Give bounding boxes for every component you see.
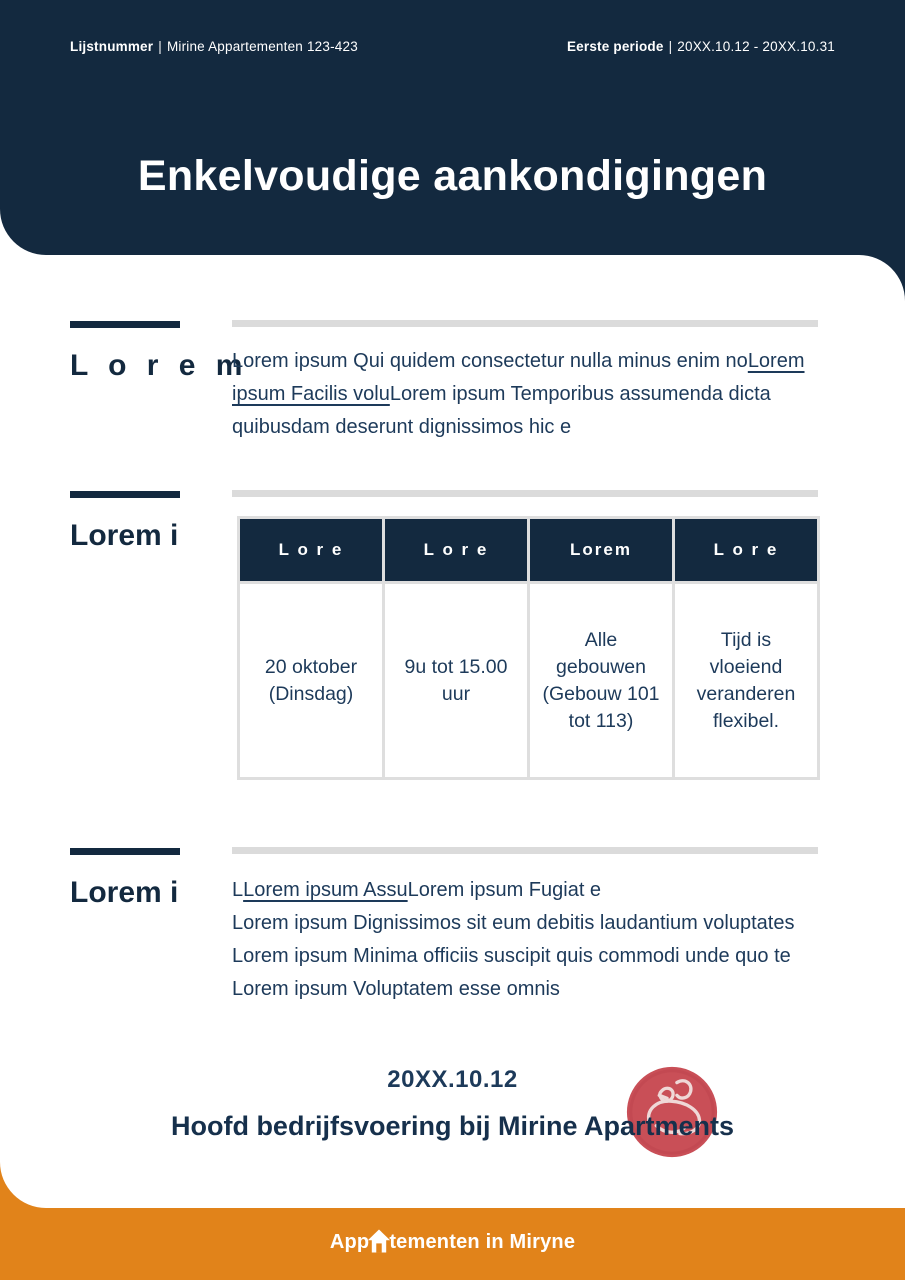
period — [567, 39, 835, 54]
list-number-value: Mirine Appartementen 123-423 — [166, 39, 358, 54]
list-number-separator: | — [158, 39, 162, 54]
schedule-table-row — [240, 584, 817, 777]
schedule-cell-date: 20 oktober (Dinsdag) — [240, 584, 382, 777]
footer-brand-prefix: App — [329, 1230, 370, 1253]
section-intro-heading: L o r e m — [70, 349, 249, 382]
footer-brand — [0, 1228, 905, 1256]
notes-link[interactable]: Lorem ipsum Assu — [243, 879, 408, 901]
section-intro-paragraph — [232, 345, 824, 444]
notes-line-1 — [232, 874, 824, 907]
page-title: Enkelvoudige aankondigingen — [137, 152, 768, 200]
period-label: Eerste periode — [566, 39, 664, 54]
section-notes-heading: Lorem i — [70, 876, 179, 909]
list-number-label: Lijstnummer — [70, 39, 154, 54]
section-table-accent-bar — [70, 491, 180, 498]
section-table-divider — [232, 490, 818, 497]
footer-brand-suffix: tementen in Miryne — [389, 1230, 576, 1253]
intro-text-after: Lorem ipsum Temporibus assumenda dicta quibusdam deserunt dignissimos hic e — [232, 383, 771, 438]
schedule-cell-note: Tijd is vloeiend veranderen flexibel. — [675, 584, 817, 777]
header-meta-bar — [70, 39, 835, 54]
closing-date: 20XX.10.12 — [387, 1066, 518, 1093]
closing-signature: Hoofd bedrijfsvoering bij Mirine Apartments — [170, 1111, 735, 1141]
notes-line1-after: Lorem ipsum Fugiat e — [407, 879, 602, 901]
period-value: 20XX.10.12 - 20XX.10.31 — [677, 39, 835, 54]
period-separator: | — [668, 39, 673, 54]
schedule-cell-time: 9u tot 15.00 uur — [385, 584, 527, 777]
notes-line1-prefix: L — [232, 879, 244, 901]
schedule-col-header-time: L o r e — [385, 519, 527, 581]
schedule-cell-location: Alle gebouwen (Gebouw 101 tot 113) — [530, 584, 672, 777]
schedule-table-header-row — [240, 519, 817, 581]
house-icon — [367, 1228, 391, 1254]
section-intro-accent-bar — [70, 321, 180, 328]
intro-text-before: Lorem ipsum Qui quidem consectetur nulla minus enim no — [232, 350, 748, 372]
section-table-heading: Lorem i — [70, 519, 179, 552]
section-notes-accent-bar — [70, 848, 180, 855]
section-notes-paragraph — [232, 874, 824, 1006]
notes-line-3: Lorem ipsum Minima officiis suscipit quis commodi unde quo te — [232, 945, 791, 967]
schedule-col-header-location: Lorem — [530, 519, 672, 581]
section-intro-divider — [232, 320, 818, 327]
schedule-table — [237, 516, 820, 780]
notes-line-2: Lorem ipsum Dignissimos sit eum debitis laudantium voluptates — [232, 912, 795, 934]
notes-line-4: Lorem ipsum Voluptatem esse omnis — [232, 978, 560, 1000]
schedule-col-header-note: L o r e — [675, 519, 817, 581]
intro-link[interactable]: Lorem ipsum Facilis volu — [232, 350, 805, 405]
schedule-col-header-date: L o r e — [240, 519, 382, 581]
section-notes-divider — [232, 847, 818, 854]
list-number — [70, 39, 358, 54]
